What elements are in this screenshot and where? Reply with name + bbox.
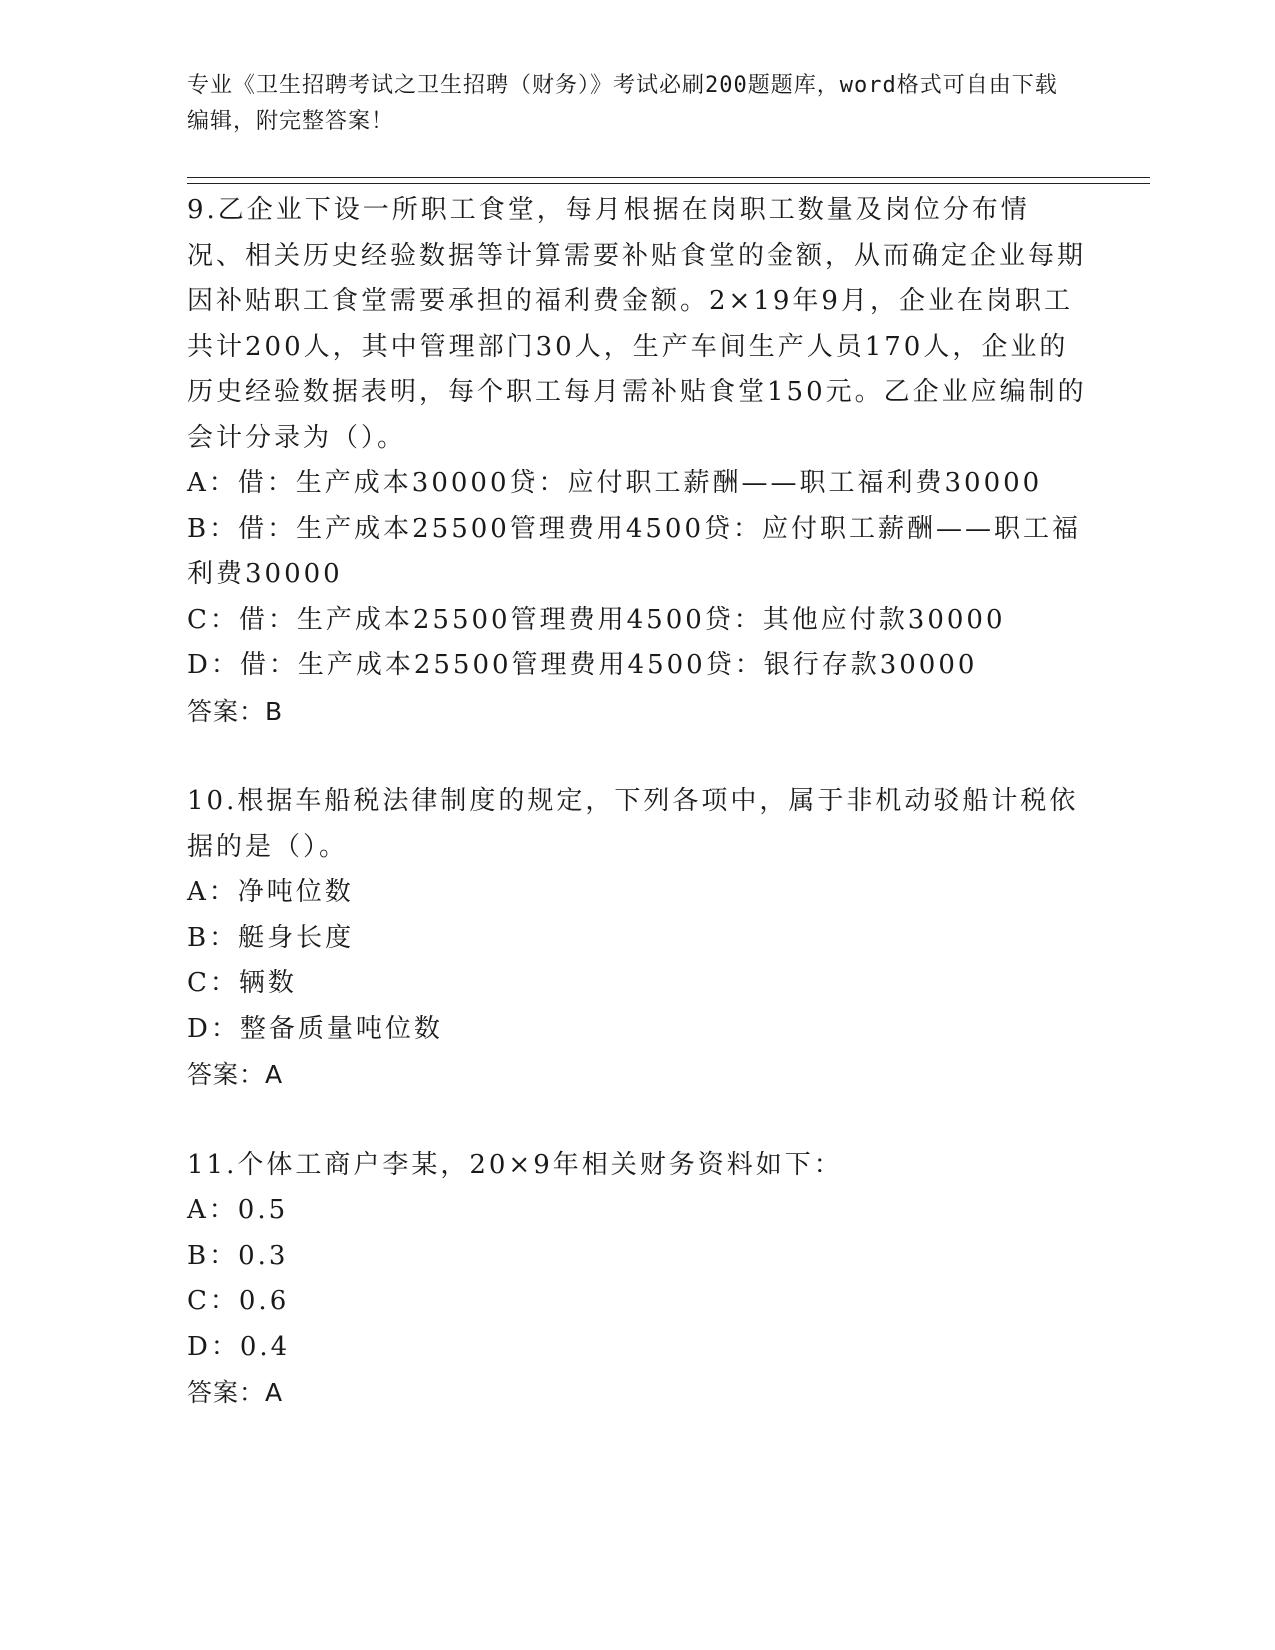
option-c: C：辆数	[187, 968, 297, 998]
option-b: B：借：生产成本25500管理费用4500贷：应付职工薪酬——职工福利费30000	[187, 513, 1081, 589]
question-9	[187, 188, 1087, 734]
question-10	[187, 779, 1087, 1098]
option-d: D：整备质量吨位数	[187, 1013, 443, 1044]
question-stem: 11.个体工商户李某，20×9年相关财务资料如下：	[187, 1149, 843, 1180]
option-b: B：0.3	[187, 1240, 289, 1271]
page-header: 专业《卫生招聘考试之卫生招聘（财务）》考试必刷200题题库，word格式可自由下载编辑，附完整答案！	[187, 73, 1058, 134]
option-d: D：0.4	[187, 1331, 291, 1362]
option-c: C：借：生产成本25500管理费用4500贷：其他应付款30000	[187, 604, 1006, 635]
question-stem: 10.根据车船税法律制度的规定，下列各项中，属于非机动驳船计税依据的是（）。	[187, 786, 1079, 862]
header-rule-bottom	[187, 183, 1150, 184]
answer: 答案：A	[187, 1060, 284, 1089]
option-a: A：净吨位数	[187, 877, 354, 907]
option-b: B：艇身长度	[187, 922, 355, 953]
answer: 答案：B	[187, 696, 284, 726]
question-11	[187, 1143, 1087, 1416]
answer: 答案：A	[187, 1378, 284, 1407]
option-a: A：0.5	[187, 1195, 289, 1225]
question-list	[187, 188, 1087, 1461]
option-a: A：借：生产成本30000贷：应付职工薪酬——职工福利费30000	[187, 468, 1043, 498]
question-stem: 9.乙企业下设一所职工食堂，每月根据在岗职工数量及岗位分布情况、相关历史经验数据等计算需要补贴食堂的金额，从而确定企业每期因补贴职工食堂需要承担的福利费金额。2×19年9月，企业在岗职工共计200人，其中管理部门30人，生产车间生产人员170人，企业的历史经验数据表明，每个职工每月需补贴食堂150元。乙企业应编制的会计分录为（）。	[187, 195, 1087, 453]
option-d: D：借：生产成本25500管理费用4500贷：银行存款30000	[187, 650, 978, 680]
header-rule-top	[187, 177, 1150, 178]
option-c: C：0.6	[187, 1286, 290, 1316]
